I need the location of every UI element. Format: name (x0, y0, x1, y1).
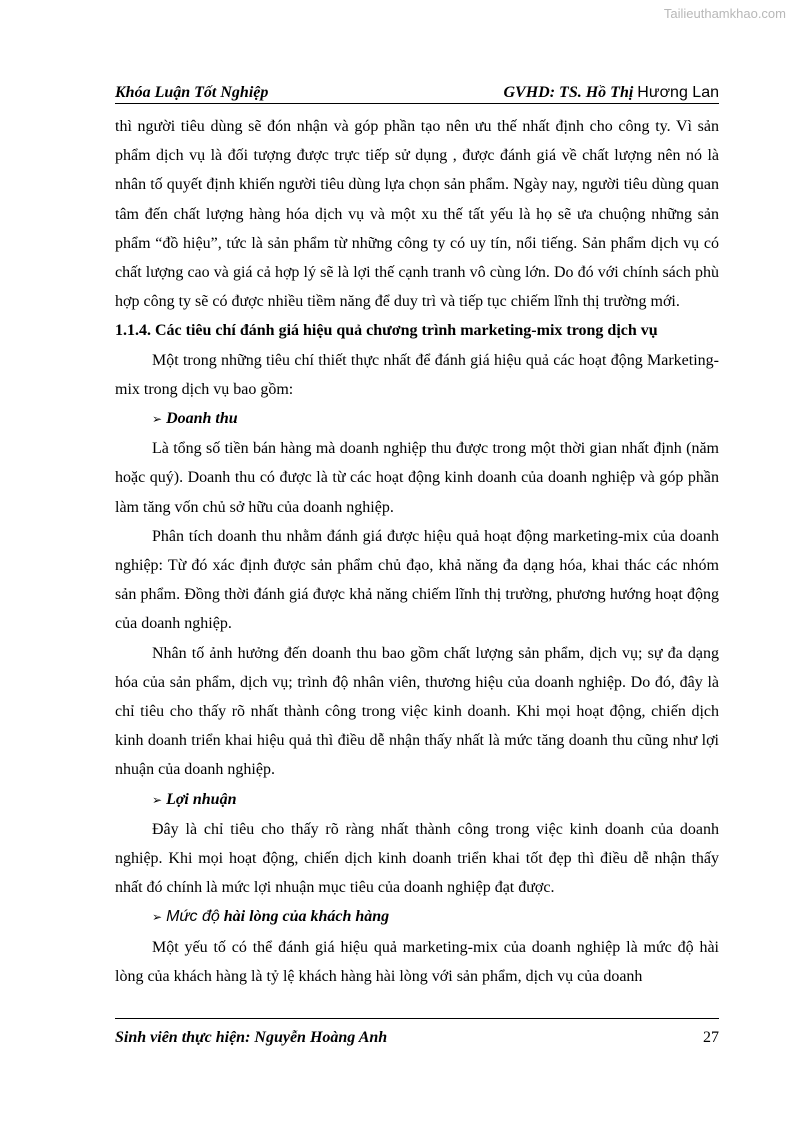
paragraph: Đây là chỉ tiêu cho thấy rõ ràng nhất thành công trong việc kinh doanh của doanh nghiệp. Khi mọi hoạt động, chiến dịch kinh doanh triển khai tốt đẹp thì điều dễ nhận thấy nhất đó chính là mức lợi nhuận mục tiêu của doanh nghiệp đạt được. (115, 820, 719, 897)
page-number: 27 (703, 1029, 719, 1046)
arrow-bullet-icon: ➢ (152, 792, 163, 807)
paragraph: Phân tích doanh thu nhằm đánh giá được hiệu quả hoạt động marketing-mix của doanh nghiệp: Từ đó xác định được sản phẩm chủ đạo, khả năng đa dạng hóa, khai thác các nhóm sản phẩm. Đồng thời đánh giá được khả năng chiếm lĩnh thị trường, phương hướng hoạt động của doanh nghiệp. (115, 527, 719, 633)
arrow-bullet-icon: ➢ (152, 910, 163, 925)
bullet-label: Lợi nhuận (166, 790, 237, 808)
paragraph: Một trong những tiêu chí thiết thực nhất để đánh giá hiệu quả các hoạt động Marketing-mix trong dịch vụ bao gồm: (115, 351, 719, 398)
paragraph: thì người tiêu dùng sẽ đón nhận và góp phần tạo nên ưu thế nhất định cho công ty. Vì sản phẩm dịch vụ là đối tượng được trực tiếp sử dụng , được đánh giá về chất lượng nên nó là nhân tố quyết định khiến người tiêu dùng lựa chọn sản phẩm. Ngày nay, người tiêu dùng quan tâm đến chất lượng hàng hóa dịch vụ và một xu thế tất yếu là họ sẽ ưa chuộng những sản phẩm “đồ hiệu”, tức là sản phẩm từ những công ty có uy tín, nổi tiếng. Sản phẩm dịch vụ có chất lượng cao và giá cả hợp lý sẽ là lợi thế cạnh tranh vô cùng lớn. Do đó với chính sách phù hợp công ty sẽ có được nhiều tiềm năng để duy trì và tiếp tục chiếm lĩnh thị trường mới. (115, 118, 719, 311)
page-header (115, 78, 719, 102)
header-divider (115, 103, 719, 104)
watermark: Tailieuthamkhao.com (663, 6, 786, 21)
page-footer (115, 1026, 719, 1050)
bullet-label: Doanh thu (166, 410, 238, 428)
bullet-profit (115, 785, 719, 815)
footer-divider (115, 1018, 719, 1019)
footer-author: Sinh viên thực hiện: Nguyễn Hoàng Anh (115, 1029, 388, 1046)
section-heading: 1.1.4. Các tiêu chí đánh giá hiệu quả chương trình marketing-mix trong dịch vụ (115, 322, 658, 340)
bullet-satisfaction (115, 902, 719, 932)
paragraph: Là tổng số tiền bán hàng mà doanh nghiệp thu được trong một thời gian nhất định (năm hoặc quý). Doanh thu có được là từ các hoạt động kinh doanh của doanh nghiệp và góp phần làm tăng vốn chủ sở hữu của doanh nghiệp. (115, 440, 719, 516)
bullet-label-part: Mức độ (166, 908, 220, 926)
paragraph: Nhân tố ảnh hưởng đến doanh thu bao gồm chất lượng sản phẩm, dịch vụ; sự đa dạng hóa của sản phẩm, dịch vụ; trình độ nhân viên, thương hiệu của doanh nghiệp. Do đó, đây là chỉ tiêu cho thấy rõ nhất thành công trong việc kinh doanh. Khi mọi hoạt động, chiến dịch kinh doanh triển khai hiệu quả thì điều dễ nhận thấy nhất là mức tăng doanh thu cũng như lợi nhuận của doanh nghiệp. (115, 644, 719, 779)
bullet-label-part: hài lòng của khách hàng (223, 908, 390, 926)
bullet-revenue (115, 404, 719, 434)
header-advisor-name: GVHD: TS. Hồ Thị (503, 84, 634, 101)
document-body (115, 112, 719, 991)
paragraph: Một yếu tố có thể đánh giá hiệu quả marketing-mix của doanh nghiệp là mức độ hài lòng của khách hàng là tỷ lệ khách hàng hài lòng với sản phẩm, dịch vụ của doanh (115, 938, 719, 985)
header-advisor-surname: Hương Lan (637, 84, 719, 101)
header-thesis-title: Khóa Luận Tốt Nghiệp (115, 84, 269, 101)
header-advisor (504, 84, 720, 102)
arrow-bullet-icon: ➢ (152, 412, 163, 427)
